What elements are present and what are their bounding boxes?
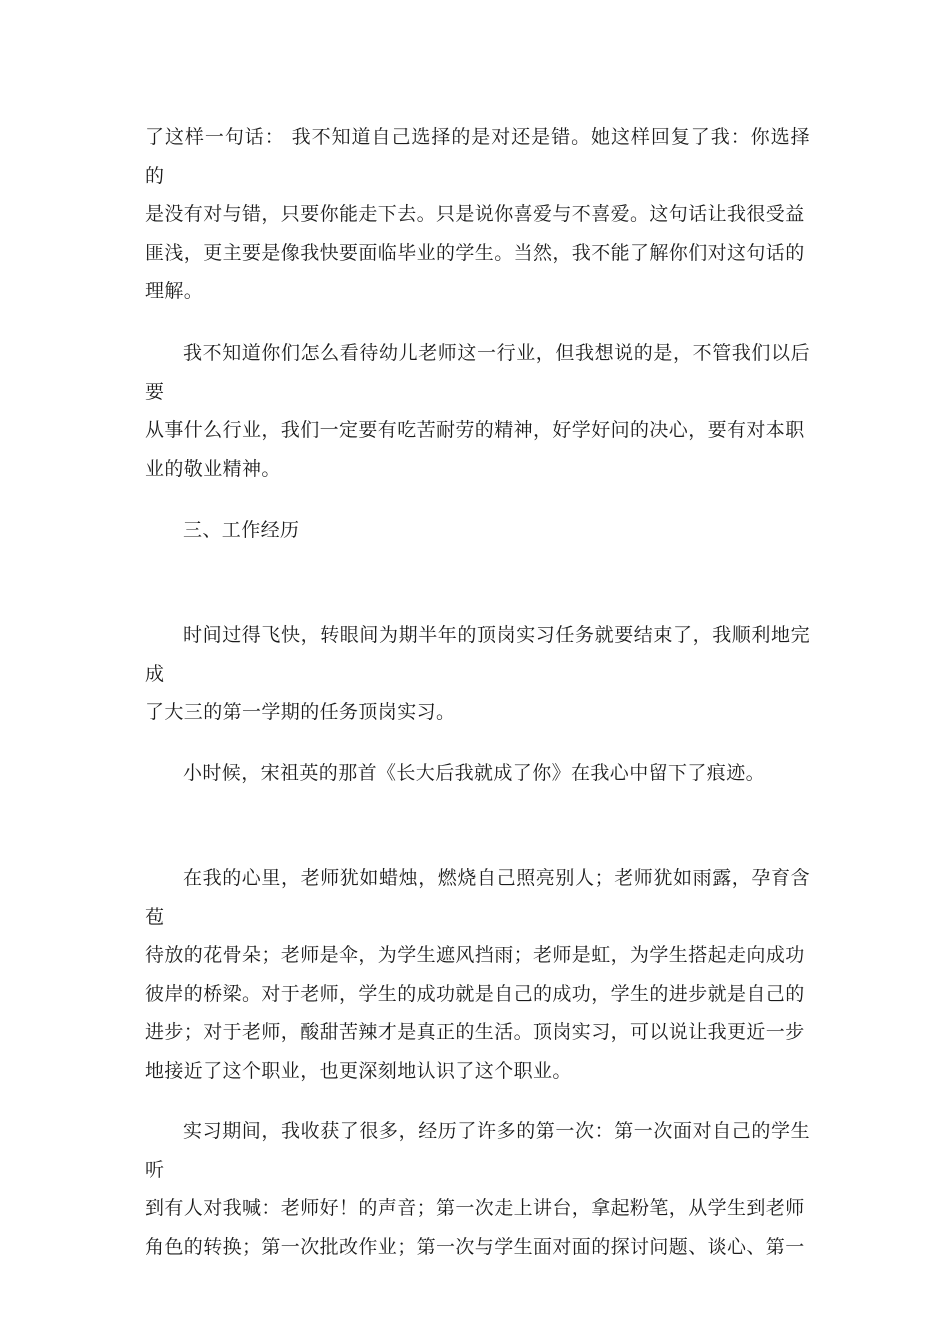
paragraph-line: 角色的转换；第一次批改作业；第一次与学生面对面的探讨问题、谈心、第一 <box>145 1235 805 1258</box>
paragraph-line: 从事什么行业，我们一定要有吃苦耐劳的精神，好学好问的决心，要有对本职 <box>145 419 805 441</box>
paragraph-line: 了这样一句话： 我不知道自己选择的是对还是错。她这样回复了我：你选择的 <box>145 126 810 187</box>
paragraph-line: 到有人对我喊：老师好！的声音；第一次走上讲台，拿起粉笔，从学生到老师 <box>145 1197 805 1219</box>
section-heading <box>145 511 810 550</box>
paragraph-4 <box>145 754 810 793</box>
paragraph-2 <box>145 334 810 488</box>
paragraph-line: 了大三的第一学期的任务顶岗实习。 <box>145 701 456 723</box>
paragraph-line: 进步；对于老师，酸甜苦辣才是真正的生活。顶岗实习，可以说让我更近一步 <box>145 1021 805 1043</box>
paragraph-1 <box>145 118 810 311</box>
paragraph-line: 业的敬业精神。 <box>145 457 281 480</box>
paragraph-line: 在我的心里，老师犹如蜡烛，燃烧自己照亮别人；老师犹如雨露，孕育含苞 <box>145 867 810 928</box>
paragraph-line: 是没有对与错，只要你能走下去。只是说你喜爱与不喜爱。这句话让我很受益 <box>145 203 805 225</box>
paragraph-line: 时间过得飞快，转眼间为期半年的顶岗实习任务就要结束了，我顺利地完成 <box>145 624 810 685</box>
paragraph-line: 理解。 <box>145 280 204 302</box>
paragraph-line: 我不知道你们怎么看待幼儿老师这一行业，但我想说的是，不管我们以后要 <box>145 342 810 403</box>
paragraph-6 <box>145 1112 810 1266</box>
paragraph-line: 实习期间，我收获了很多，经历了许多的第一次：第一次面对自己的学生听 <box>145 1120 810 1181</box>
paragraph-line: 小时候，宋祖英的那首《长大后我就成了你》在我心中留下了痕迹。 <box>183 762 766 784</box>
paragraph-5 <box>145 859 810 1090</box>
paragraph-line: 待放的花骨朵；老师是伞，为学生遮风挡雨；老师是虹，为学生搭起走向成功 <box>145 944 805 966</box>
paragraph-line: 彼岸的桥梁。对于老师，学生的成功就是自己的成功，学生的进步就是自己的 <box>145 982 805 1005</box>
paragraph-3 <box>145 616 810 732</box>
paragraph-line: 匪浅，更主要是像我快要面临毕业的学生。当然，我不能了解你们对这句话的 <box>145 241 805 264</box>
paragraph-line: 地接近了这个职业，也更深刻地认识了这个职业。 <box>145 1059 572 1082</box>
section-heading-text: 三、工作经历 <box>183 519 300 541</box>
